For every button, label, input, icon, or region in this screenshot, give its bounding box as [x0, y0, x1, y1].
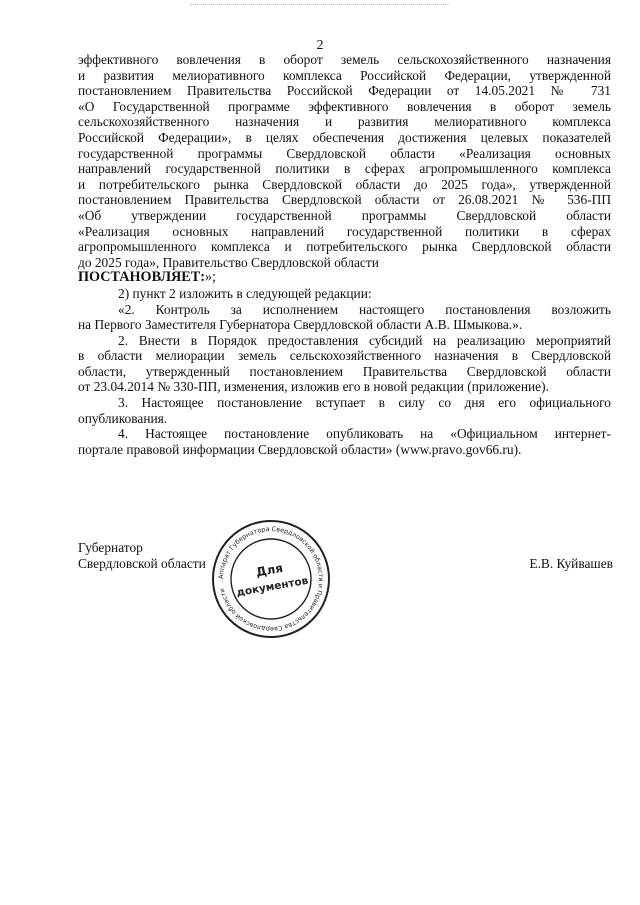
resolves-line — [78, 270, 611, 286]
body-line: и потребительского рынка Свердловской области до 2025 года», утвержденной — [78, 176, 611, 192]
stamp-ring-text: Аппарат Губернатора Свердловской области и Правительства Свердловской области — [216, 524, 326, 634]
point4-line: портале правовой информации Свердловской области» (www.pravo.gov66.ru). — [78, 441, 522, 457]
item2-quote-line: «2. Контроль за исполнением настоящего постановления возложить — [118, 301, 611, 317]
page-number: 2 — [316, 38, 324, 53]
body-line: «Об утверждении государственной программы Свердловской области — [78, 207, 611, 223]
official-stamp — [210, 518, 332, 640]
body-line: государственной программы Свердловской области «Реализация основных — [78, 145, 611, 161]
item2-intro: 2) пункт 2 изложить в следующей редакции: — [118, 285, 372, 301]
body-line: «О Государственной программе эффективного вовлечения в оборот земель — [78, 98, 611, 114]
stamp-center-text: документов — [235, 574, 310, 600]
point2-line: в области мелиорации земель сельскохозяйственного назначения в Свердловской — [78, 348, 611, 364]
signatory-name: Е.В. Куйвашев — [529, 556, 613, 571]
body-line: агропромышленного комплекса и потребительского рынка Свердловской области — [78, 239, 611, 255]
item2-quote-line: на Первого Заместителя Губернатора Свердловской области А.В. Шмыкова.». — [78, 317, 523, 333]
point2-line: области, утвержденный постановлением Правительства Свердловской области — [78, 363, 611, 379]
signatory-title-line: Свердловской области — [78, 556, 206, 571]
resolves-keyword: ПОСТАНОВЛЯЕТ: — [78, 269, 205, 286]
point2-line: 2. Внести в Порядок предоставления субсидий на реализацию мероприятий — [118, 332, 611, 348]
point3-line: опубликования. — [78, 410, 168, 426]
point3-line: 3. Настоящее постановление вступает в силу со дня его официального — [118, 395, 611, 411]
body-line: и развития мелиоративного комплекса Российской Федерации, утвержденной — [78, 67, 611, 83]
point4-line: 4. Настоящее постановление опубликовать на «Официальном интернет- — [118, 426, 611, 442]
body-line: Российской Федерации», в целях обеспечения достижения целевых показателей — [78, 129, 611, 145]
body-line: сельскохозяйственного назначения и развития мелиоративного комплекса — [78, 114, 611, 130]
body-line: до 2025 года», Правительство Свердловской области — [78, 254, 379, 270]
stamp-center-text: Для — [254, 560, 285, 580]
signatory-title — [78, 540, 206, 572]
scan-artifact-marks — [190, 4, 450, 8]
document-body — [78, 52, 611, 457]
signature-block — [78, 524, 613, 660]
point2-line: от 23.04.2014 № 330-ПП, изменения, изложив его в новой редакции (приложение). — [78, 379, 549, 395]
signatory-title-line: Губернатор — [78, 540, 143, 555]
body-line: постановлением Правительства Российской Федерации от 14.05.2021 № 731 — [78, 83, 611, 99]
resolves-tail: »; — [204, 269, 216, 286]
body-line: направлений государственной политики в сферах агропромышленного комплекса — [78, 161, 611, 177]
body-line: эффективного вовлечения в оборот земель сельскохозяйственного назначения — [78, 52, 611, 67]
body-line: «Реализация основных направлений государственной политики в сферах — [78, 223, 611, 239]
body-line: постановлением Правительства Свердловской области от 26.08.2021 № 536-ПП — [78, 192, 611, 208]
